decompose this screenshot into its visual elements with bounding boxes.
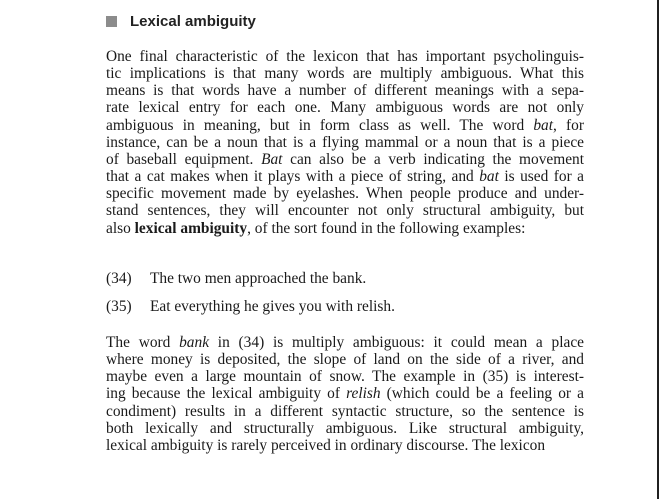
text-line: means is that words have a number of different meanings with a sepa- [106, 82, 584, 100]
text-line: One final characteristic of the lexicon that has important psycholinguis- [106, 48, 584, 65]
section-heading-text: Lexical ambiguity [130, 13, 256, 30]
text-line: stand sentences, they will encounter not only structural ambiguity, but [106, 202, 584, 220]
example-35 [106, 298, 395, 315]
text-line: specific movement made by eyelashes. When people produce and under- [106, 185, 584, 203]
text-line: ing because the lexical ambiguity of relish (which could be a feeling or a [106, 385, 584, 403]
text-line: rate lexical entry for each one. Many ambiguous words are not only [106, 99, 584, 117]
bold-term: lexical ambiguity [134, 219, 248, 237]
italic-term: Bat [261, 150, 283, 168]
example-text: The two men approached the bank. [150, 270, 367, 287]
text-line: maybe even a large mountain of snow. The example in (35) is interest- [106, 368, 584, 386]
example-number: (35) [106, 298, 132, 315]
text-line: lexical ambiguity is rarely perceived in ordinary discourse. The lexicon [106, 436, 546, 454]
italic-term: relish [346, 385, 381, 403]
example-34 [106, 270, 366, 287]
text-line: that a cat makes when it plays with a piece of string, and bat is used for a [106, 168, 584, 186]
example-number: (34) [106, 270, 132, 287]
text-line: ambiguous in meaning, but in form class as well. The word bat, for [106, 116, 584, 134]
heading-square-icon [106, 16, 117, 27]
italic-term: bat [533, 116, 553, 134]
text-line: where money is deposited, the slope of land on the side of a river, and [106, 351, 584, 369]
italic-term: bank [179, 334, 210, 351]
text-line: tic implications is that many words are multiply ambiguous. What this [106, 65, 584, 83]
paragraph-1 [106, 48, 584, 237]
text-line: also lexical ambiguity, of the sort found in the following examples: [106, 219, 526, 237]
text-line: The word bank in (34) is multiply ambiguous: it could mean a place [106, 334, 584, 351]
text-line: instance, can be a noun that is a flying mammal or a noun that is a piece [106, 133, 584, 151]
example-text: Eat everything he gives you with relish. [150, 298, 395, 315]
italic-term: bat [479, 168, 499, 186]
paragraph-2 [106, 334, 584, 454]
text-line: both lexically and structurally ambiguous. Like structural ambiguity, [106, 419, 584, 437]
section-heading [106, 13, 256, 30]
text-line: of baseball equipment. Bat can also be a verb indicating the movement [106, 150, 584, 168]
text-line: condiment) results in a different syntactic structure, so the sentence is [106, 402, 584, 420]
